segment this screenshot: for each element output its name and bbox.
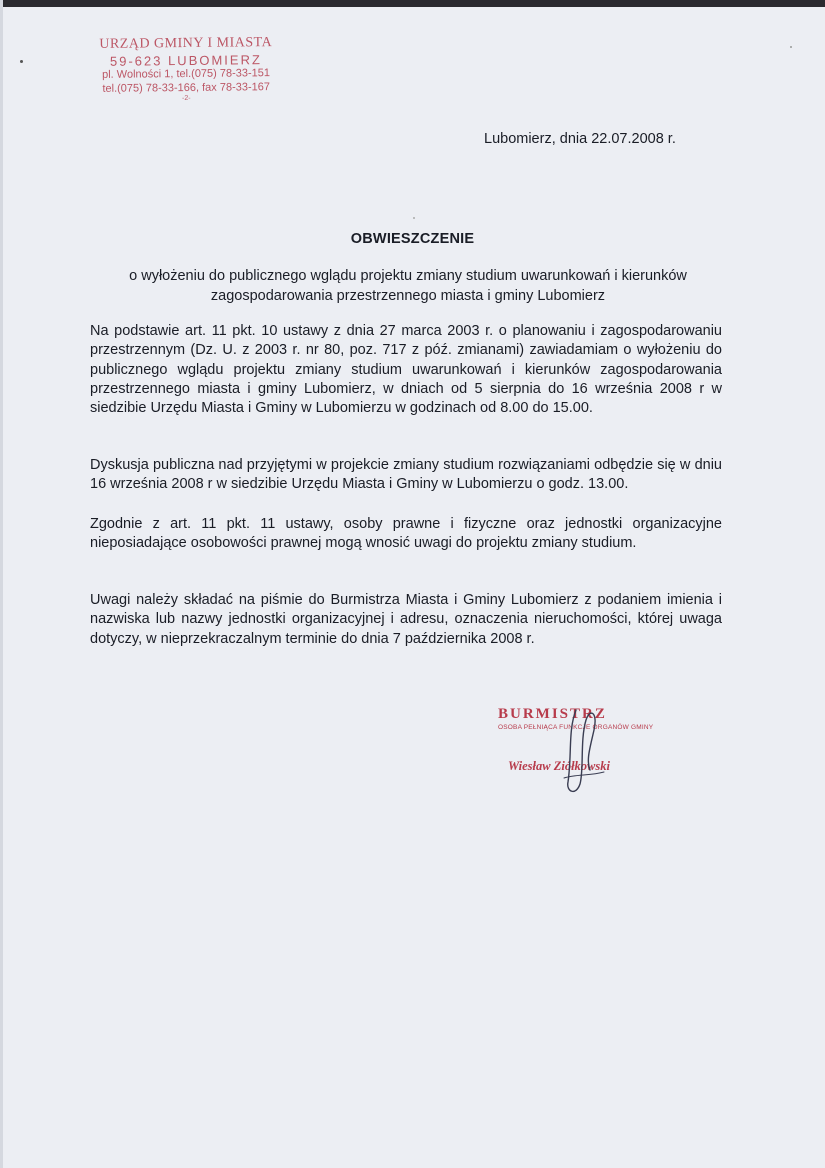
stamp-office-name: URZĄD GMINY I MIASTA [99, 35, 273, 52]
paragraph-submission-instructions: Uwagi należy składać na piśmie do Burmistrza Miasta i Gminy Lubomierz z podaniem imienia i nazwiska lub nazwy jednostki organizacyjnej i adresu, oznaczenia nieruchomości, której uwaga dotyczy, w nieprzekraczalnym terminie do dnia 7 października 2008 r. [90, 592, 722, 647]
scan-speck [20, 60, 23, 63]
mayor-title: BURMISTRZ [498, 706, 607, 722]
office-stamp [66, 35, 307, 105]
document-date: Lubomierz, dnia 22.07.2008 r. [484, 131, 676, 147]
handwritten-signature [546, 700, 636, 800]
scan-speck [413, 217, 415, 219]
mayor-function: OSOBA PEŁNIĄCA FUNKCJE ORGANÓW GMINY [498, 724, 654, 731]
scan-left-edge [0, 0, 3, 1168]
document-title: OBWIESZCZENIE [350, 231, 475, 247]
paragraph-submission-rights: Zgodnie z art. 11 pkt. 11 ustawy, osoby prawne i fizyczne oraz jednostki organizacyjne nieposiadające osobowości prawnej mogą wnosić uwagi do projektu zmiany studium. [90, 516, 722, 552]
paragraph-public-discussion: Dyskusja publiczna nad przyjętymi w projekcie zmiany studium rozwiązaniami odbędzie się w dniu 16 września 2008 r w siedzibie Urzędu Miasta i Gminy w Lubomierzu o godz. 13.00. [90, 457, 722, 493]
stamp-number: -2- [181, 94, 191, 102]
scan-speck [790, 46, 792, 48]
stamp-phone-fax: tel.(075) 78-33-166, fax 78-33-167 [102, 80, 271, 95]
stamp-postal-code: 59-623 LUBOMIERZ [109, 52, 262, 69]
paragraph-legal-basis: Na podstawie art. 11 pkt. 10 ustawy z dnia 27 marca 2003 r. o planowaniu i zagospodarowaniu przestrzennym (Dz. U. z 2003 r. nr 80, poz. 717 z póź. zmianami) zawiadamiam o wyłożeniu do publicznego wglądu projektu zmiany studium uwarunkowań i kierunków zagospodarowania przestrzennego miasta i gminy Lubomierz, w dniach od 5 sierpnia do 16 września 2008 r w siedzibie Urzędu Miasta i Gminy w Lubomierzu w godzinach od 8.00 do 15.00. [90, 323, 722, 417]
mayor-name: Wiesław Ziółkowski [508, 759, 610, 773]
stamp-address: pl. Wolności 1, tel.(075) 78-33-151 [102, 67, 271, 82]
document-subtitle: o wyłożeniu do publicznego wglądu projektu zmiany studium uwarunkowań i kierunków zagospodarowania przestrzennego miasta i gminy Lubomierz [129, 268, 687, 304]
scan-top-edge [0, 0, 825, 7]
